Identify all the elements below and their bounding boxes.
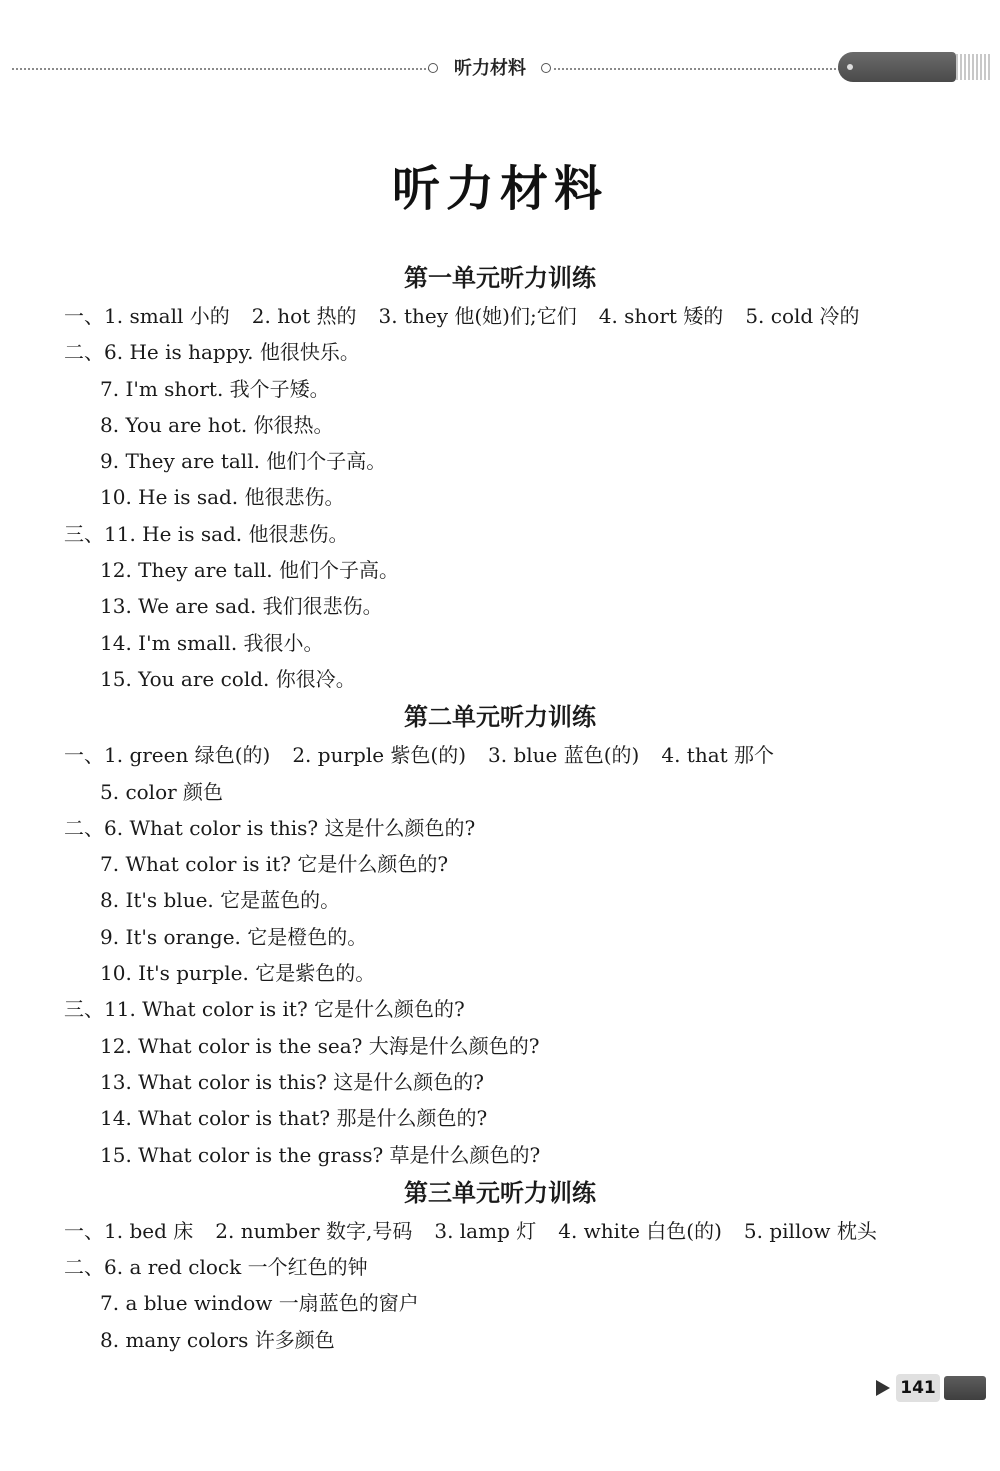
answer-item: 13. We are sad. 我们很悲伤。 (100, 594, 383, 619)
answer-line (0, 516, 1000, 552)
answer-item: 9. They are tall. 他们个子高。 (100, 449, 387, 474)
answer-line (0, 1322, 1000, 1358)
answer-line (0, 1028, 1000, 1064)
answer-line (0, 882, 1000, 918)
answer-item: 6. What color is this? 这是什么颜色的? (104, 815, 476, 840)
dot-icon (847, 64, 853, 70)
page-header (0, 48, 1000, 88)
answer-item: 1. green 绿色(的) (104, 743, 271, 768)
answer-item: 7. What color is it? 它是什么颜色的? (100, 852, 449, 877)
answer-item: 4. white 白色(的) (558, 1218, 722, 1243)
answer-line (0, 810, 1000, 846)
answer-line (0, 737, 1000, 773)
answer-item: 2. number 数字,号码 (215, 1218, 413, 1243)
answer-line (0, 1213, 1000, 1249)
answer-line (0, 919, 1000, 955)
section-label: 一、 (64, 304, 104, 328)
answer-item: 3. blue 蓝色(的) (488, 743, 640, 768)
answer-item: 2. hot 热的 (251, 304, 357, 328)
answer-line (0, 1100, 1000, 1136)
answer-line (0, 334, 1000, 370)
ring-icon (541, 63, 551, 73)
answer-item: 5. color 颜色 (100, 779, 224, 804)
arrow-right-icon (876, 1380, 890, 1396)
unit-title: 第三单元听力训练 (404, 1178, 596, 1207)
answer-item: 4. that 那个 (661, 743, 775, 768)
page-number-tab (944, 1376, 986, 1400)
answer-line (0, 991, 1000, 1027)
page-title: 听力材料 (391, 161, 608, 217)
section-label: 三、 (64, 997, 104, 1022)
answer-item: 7. a blue window 一扇蓝色的窗户 (100, 1291, 419, 1316)
section-label: 二、 (64, 1255, 104, 1280)
answer-item: 11. What color is it? 它是什么颜色的? (104, 997, 465, 1022)
answer-item: 14. What color is that? 那是什么颜色的? (100, 1106, 488, 1131)
section-label: 二、 (64, 815, 104, 840)
answer-line (0, 625, 1000, 661)
answer-item: 10. He is sad. 他很悲伤。 (100, 485, 345, 510)
page-number: 141 (896, 1374, 940, 1402)
answer-line (0, 443, 1000, 479)
answer-item: 5. pillow 枕头 (743, 1218, 877, 1243)
unit-title: 第一单元听力训练 (404, 264, 596, 292)
answer-item: 5. cold 冷的 (745, 304, 860, 328)
header-tab (838, 52, 956, 82)
header-title: 听力材料 (454, 58, 526, 79)
section-label: 一、 (64, 1218, 104, 1243)
answer-item: 12. They are tall. 他们个子高。 (100, 558, 400, 583)
answer-line (0, 1137, 1000, 1173)
answer-item: 15. You are cold. 你很冷。 (100, 666, 356, 691)
unit-title: 第二单元听力训练 (404, 703, 596, 732)
header-rule-right (554, 68, 844, 70)
answer-line (0, 407, 1000, 443)
answer-line (0, 479, 1000, 515)
answer-item: 8. You are hot. 你很热。 (100, 412, 334, 437)
answer-item: 3. lamp 灯 (434, 1218, 537, 1243)
answer-item: 8. many colors 许多颜色 (100, 1327, 335, 1352)
answer-item: 13. What color is this? 这是什么颜色的? (100, 1069, 484, 1094)
answer-line (0, 298, 1000, 334)
answer-line (0, 1249, 1000, 1285)
answer-line (0, 588, 1000, 624)
answer-line (0, 955, 1000, 991)
answer-item: 12. What color is the sea? 大海是什么颜色的? (100, 1033, 540, 1058)
ring-icon (428, 63, 438, 73)
answer-line (0, 846, 1000, 882)
answer-item: 6. a red clock 一个红色的钟 (104, 1255, 368, 1280)
section-label: 三、 (64, 521, 104, 546)
answer-item: 1. small 小的 (104, 304, 230, 328)
answer-item: 4. short 矮的 (598, 304, 724, 328)
answer-line (0, 774, 1000, 810)
answer-item: 14. I'm small. 我很小。 (100, 630, 324, 655)
answer-item: 15. What color is the grass? 草是什么颜色的? (100, 1142, 541, 1167)
answer-line (0, 661, 1000, 697)
answer-item: 1. bed 床 (104, 1218, 194, 1243)
answer-item: 8. It's blue. 它是蓝色的。 (100, 888, 341, 913)
section-label: 二、 (64, 340, 104, 365)
answer-item: 10. It's purple. 它是紫色的。 (100, 961, 376, 986)
answer-line (0, 552, 1000, 588)
answer-item: 11. He is sad. 他很悲伤。 (104, 521, 349, 546)
answer-item: 6. He is happy. 他很快乐。 (104, 340, 360, 365)
header-stripe (956, 54, 990, 80)
section-label: 一、 (64, 743, 104, 768)
answer-item: 2. purple 紫色(的) (292, 743, 467, 768)
answer-line (0, 1285, 1000, 1321)
answer-line (0, 371, 1000, 407)
header-rule-left (12, 68, 430, 70)
answer-item: 7. I'm short. 我个子矮。 (100, 376, 330, 401)
answer-item: 9. It's orange. 它是橙色的。 (100, 924, 368, 949)
answer-item: 3. they 他(她)们;它们 (378, 304, 577, 328)
listening-content (0, 258, 1000, 1358)
answer-line (0, 1064, 1000, 1100)
